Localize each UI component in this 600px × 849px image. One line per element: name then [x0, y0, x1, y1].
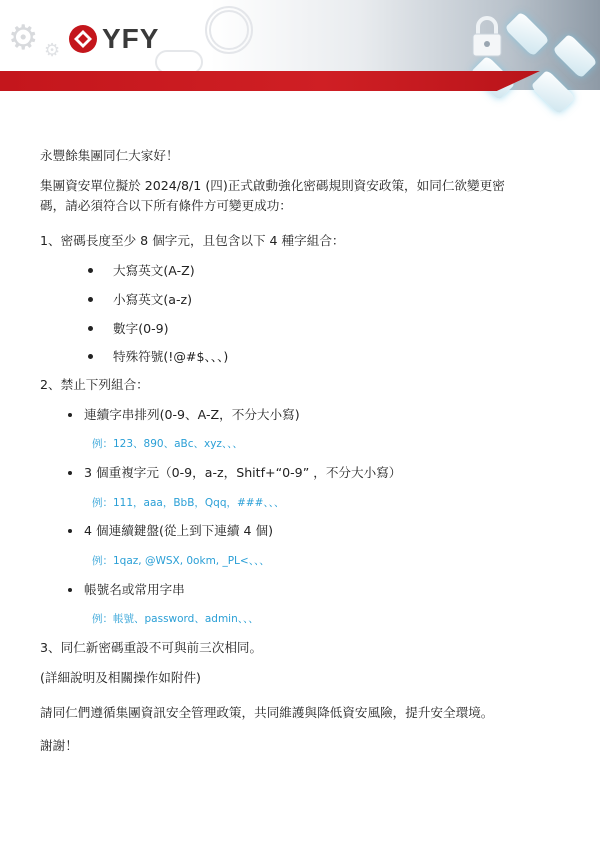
hexagon-tile — [530, 69, 575, 114]
bullet-icon — [88, 354, 93, 359]
logo-mark-icon — [68, 24, 98, 54]
list-item — [68, 521, 273, 541]
list-item-label: 3 個重複字元（0-9，a-z，Shitf+“0-9” ，不分大小寫） — [84, 465, 402, 480]
gear-icon: ⚙ — [44, 40, 61, 61]
list-item-label: 數字(0-9) — [113, 321, 169, 336]
logo-text: YFY — [102, 23, 160, 54]
list-item — [68, 463, 401, 483]
page-header — [0, 0, 600, 122]
list-item — [88, 347, 228, 367]
hexagon-tile — [504, 11, 549, 56]
fingerprint-icon — [205, 6, 253, 54]
closing-paragraph: 請同仁們遵循集團資訊安全管理政策，共同維護與降低資安風險，提升安全環境。 — [40, 705, 494, 720]
bullet-icon — [68, 471, 72, 475]
thanks: 謝謝！ — [40, 738, 78, 753]
red-banner-band — [0, 71, 540, 91]
bullet-icon — [68, 413, 72, 417]
example-text: 例：帳號、password、admin、、、 — [92, 613, 259, 625]
list-item — [68, 580, 185, 600]
list-item — [88, 319, 169, 339]
bullet-icon — [88, 297, 93, 302]
intro-line-1: 集團資安單位擬於 2024/8/1 (四)正式啟動強化密碼規則資安政策，如同仁欲變更密 — [40, 178, 505, 193]
list-item-label: 小寫英文(a-z) — [113, 292, 193, 307]
intro-line-2: 碼，請必須符合以下所有條件方可變更成功： — [40, 198, 292, 213]
rule-2-heading: 2、禁止下列組合： — [40, 377, 149, 392]
list-item-label: 4 個連續鍵盤(從上到下連續 4 個) — [84, 523, 273, 538]
list-item — [88, 261, 195, 281]
greeting: 永豐餘集團同仁大家好！ — [40, 148, 179, 163]
example-text: 例：111，aaa，BbB，Qqq，###、、、 — [92, 497, 285, 509]
list-item-label: 大寫英文(A-Z) — [113, 263, 195, 278]
gear-icon: ⚙ — [8, 18, 39, 58]
bullet-icon — [88, 326, 93, 331]
hexagon-tile — [552, 33, 597, 78]
bullet-icon — [88, 268, 93, 273]
list-item — [68, 405, 300, 425]
attachment-note: (詳細說明及相關操作如附件) — [40, 670, 201, 685]
bullet-icon — [68, 588, 72, 592]
example-text: 例：123、890、aBc、xyz、、、 — [92, 438, 243, 450]
list-item-label: 特殊符號(!@#$、、、) — [113, 349, 229, 364]
list-item-label: 帳號名或常用字串 — [84, 582, 185, 597]
list-item — [88, 290, 192, 310]
yfy-logo — [68, 22, 178, 56]
rule-1-heading: 1、密碼長度至少 8 個字元，且包含以下 4 種字組合： — [40, 233, 345, 248]
rule-3: 3、同仁新密碼重設不可與前三次相同。 — [40, 640, 263, 655]
example-text: 例：1qaz, @WSX, 0okm, _PL<、、、 — [92, 555, 270, 567]
list-item-label: 連續字串排列(0-9、A-Z，不分大小寫) — [84, 407, 300, 422]
bullet-icon — [68, 529, 72, 533]
security-illustration — [415, 0, 600, 122]
lock-icon — [467, 14, 507, 60]
